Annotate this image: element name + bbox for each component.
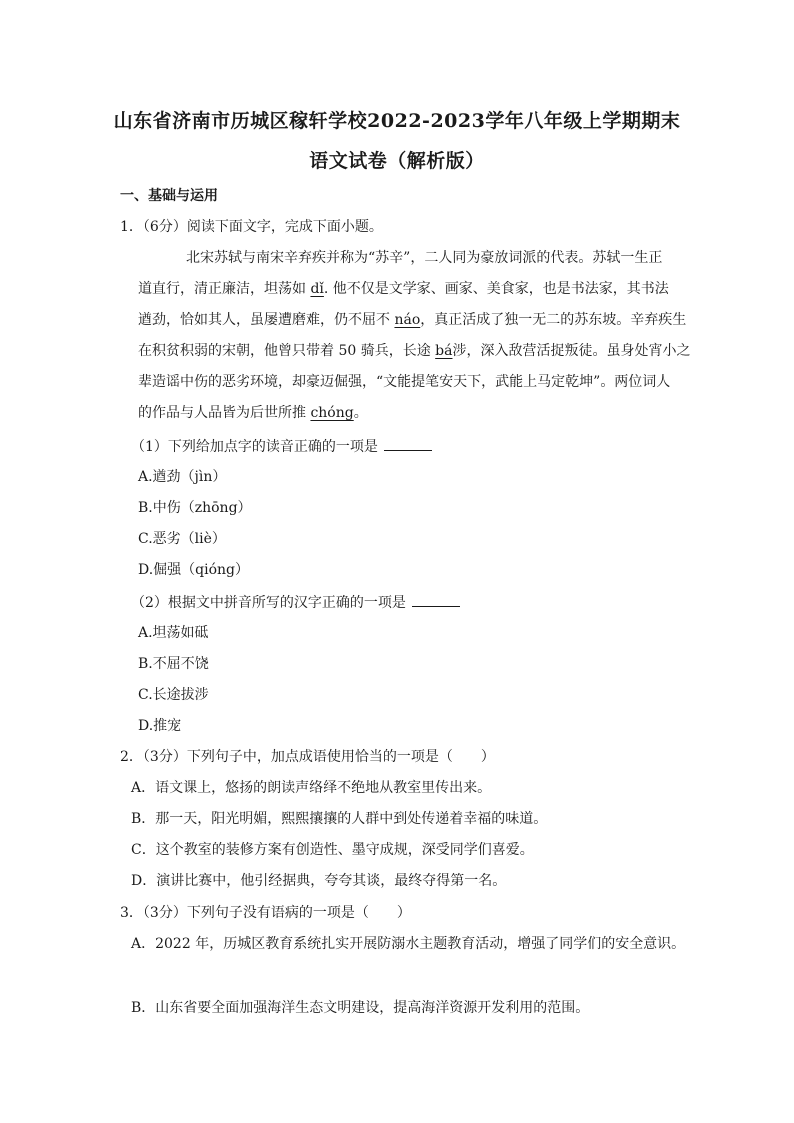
option-item: C.长途拔涉 [138, 687, 209, 703]
question-2-stem: 2．（3分）下列句子中，加点成语使用恰当的一项是（ ） [120, 749, 495, 765]
option-item: A.遒劲（jìn） [138, 469, 227, 485]
question-1-stem: 1．（6分）阅读下面文字，完成下面小题。 [120, 219, 383, 235]
passage-line: 辈造谣中伤的恶劣环境，却豪迈倔强，“文能提笔安天下，武能上马定乾坤”。两位词人 [138, 374, 671, 390]
pinyin-blank: bá [435, 343, 453, 359]
passage-text: 在积贫积弱的宋朝，他曾只带着 50 骑兵，长途 [138, 343, 436, 359]
passage-line [138, 403, 368, 423]
passage-line [138, 341, 690, 361]
option-item: C.恶劣（liè） [138, 531, 226, 547]
page-title-line1: 山东省济南市历城区稼轩学校2022-2023学年八年级上学期期末 [113, 110, 681, 132]
option-item: B．山东省要全面加强海洋生态文明建设，提高海洋资源开发利用的范围。 [131, 1000, 590, 1016]
passage-text: ，真正活成了独一无二的苏东坡。辛弃疾生 [420, 312, 687, 328]
option-item: B.不屈不饶 [138, 656, 209, 672]
passage-line [138, 310, 686, 330]
passage-line [138, 279, 669, 299]
option-item: D.倔强（qióng） [138, 562, 250, 578]
passage-text: 道直行，清正廉洁，坦荡如 [138, 281, 311, 297]
sub-question-text: （1）下列给加点字的读音正确的一项是 [131, 439, 378, 455]
option-item: B．那一天，阳光明媚，熙熙攘攘的人群中到处传递着幸福的味道。 [131, 811, 548, 827]
option-item: A．语文课上，悠扬的朗读声络绎不绝地从教室里传出来。 [131, 780, 492, 796]
passage-text: 。 [353, 405, 368, 421]
passage-text: 的作品与人品皆为后世所推 [138, 405, 311, 421]
sub-question-1 [131, 436, 432, 457]
passage-line: 北宋苏轼与南宋辛弃疾并称为“苏辛”，二人同为豪放词派的代表。苏轼一生正 [186, 250, 663, 266]
option-item: B.中伤（zhōng） [138, 500, 252, 516]
sub-question-text: （2）根据文中拼音所写的汉字正确的一项是 [131, 595, 406, 611]
option-item: D．演讲比赛中，他引经据典，夸夸其谈，最终夺得第一名。 [131, 873, 507, 889]
pinyin-blank: chóng [310, 405, 354, 421]
answer-blank [412, 592, 460, 607]
pinyin-blank: náo [394, 312, 421, 328]
answer-blank [384, 436, 432, 451]
pinyin-blank: dǐ [310, 281, 324, 297]
option-item: D.推宠 [138, 718, 182, 734]
option-item: C．这个教室的装修方案有创造性、墨守成规，深受同学们喜爱。 [131, 842, 534, 858]
section-heading: 一、基础与运用 [120, 188, 218, 204]
passage-text: 涉，深入敌营活捉叛徒。虽身处宵小之 [452, 343, 691, 359]
passage-text: . 他不仅是文学家、画家、美食家，也是书法家，其书法 [323, 281, 669, 297]
option-item: A.坦荡如砥 [138, 625, 209, 641]
page-title-line2: 语文试卷（解析版） [309, 150, 485, 172]
passage-text: 遒劲，恰如其人，虽屡遭磨难，仍不屈不 [138, 312, 395, 328]
question-3-stem: 3．（3分）下列句子没有语病的一项是（ ） [120, 905, 411, 921]
sub-question-2 [131, 592, 460, 613]
option-item: A．2022 年，历城区教育系统扎实开展防溺水主题教育活动，增强了同学们的安全意识。 [131, 936, 686, 952]
